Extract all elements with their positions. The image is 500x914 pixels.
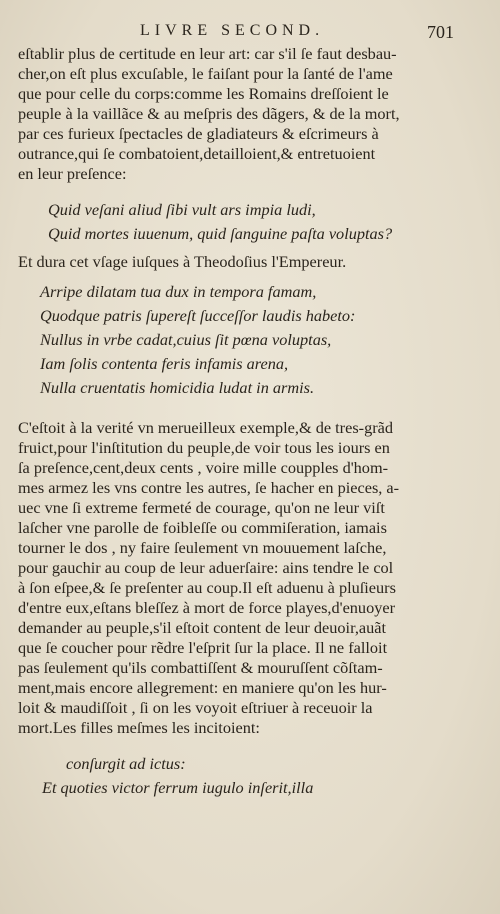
text-line: d'entre eux,eſtans bleſſez à mort de force playes,d'enuoyer (18, 598, 396, 617)
verse-line: Nulla cruentatis homicidia ludat in armis. (40, 378, 315, 397)
text-line: ment,mais encore allegrement: en maniere qu'on les hur- (18, 678, 387, 697)
text-line: que pour celle du corps:comme les Romains dreſſoient le (18, 84, 389, 103)
paragraph-2 (18, 418, 458, 738)
text-line: que ſe coucher pour rẽdre l'eſprit ſur la place. Il ne falloit (18, 638, 388, 657)
verse-line: Arripe dilatam tua dux in tempora famam, (40, 282, 317, 301)
text-line: eſtablir plus de certitude en leur art: car s'il ſe faut desbau- (18, 44, 397, 63)
running-head: LIVRE SECOND. (140, 22, 325, 39)
text-line: à ſon eſpee,& ſe preſenter au coup.Il eſt aduenu à pluſieurs (18, 578, 396, 597)
verse-line: Nullus in vrbe cadat,cuius ſit pœna voluptas, (40, 330, 332, 349)
text-line: ſa preſence,cent,deux cents , voire mille coupples d'hom- (18, 458, 389, 477)
text-line: cher,on eſt plus excuſable, le faiſant pour la ſanté de l'ame (18, 64, 393, 83)
text-line: pas ſeulement qu'ils combattiſſent & mouruſſent cõſtam- (18, 658, 383, 677)
text-line: loit & maudiſſoit , ſi on les voyoit eſtriuer à receuoir la (18, 698, 373, 717)
page-number: 701 (427, 22, 454, 42)
page-header (0, 22, 500, 46)
text-line: mort.Les filles meſmes les incitoient: (18, 718, 260, 737)
transition-line: Et dura cet vſage iuſques à Theodoſius l'Empereur. (18, 252, 347, 271)
verse-quotation-3 (18, 752, 458, 800)
verse-quotation-1 (18, 198, 458, 246)
text-line: outrance,qui ſe combatoient,detailloient,& entretuoient (18, 144, 376, 163)
text-line: peuple à la vaillãce & au meſpris des dãgers, & de la mort, (18, 104, 400, 123)
text-line: laſcher vne parolle de foibleſſe ou commiſeration, iamais (18, 518, 387, 537)
verse-line: conſurgit ad ictus: (66, 754, 186, 773)
verse-line: Quodque patris ſupereſt ſucceſſor laudis habeto: (40, 306, 356, 325)
text-line: demander au peuple,s'il eſtoit content de leur deuoir,auãt (18, 618, 387, 637)
verse-quotation-2 (18, 280, 458, 400)
verse-line: Quid veſani aliud ſibi vult ars impia ludi, (48, 200, 316, 219)
text-line: tourner le dos , ny faire ſeulement vn mouuement laſche, (18, 538, 387, 557)
text-line: par ces furieux ſpectacles de gladiateurs & eſcrimeurs à (18, 124, 379, 143)
paragraph-1 (18, 44, 458, 184)
text-line: pour gauchir au coup de leur aduerſaire: ains tendre le col (18, 558, 394, 577)
text-line: uec vne ſi extreme fermeté de courage, qu'on ne leur viſt (18, 498, 385, 517)
verse-line: Quid mortes iuuenum, quid ſanguine paſta voluptas? (48, 224, 393, 243)
text-line: mes armez les vns contre les autres, ſe hacher en pieces, a- (18, 478, 400, 497)
body-text (18, 44, 458, 800)
text-line: fruict,pour l'inſtitution du peuple,de voir tous les iours en (18, 438, 390, 457)
verse-line: Et quoties victor ferrum iugulo inſerit,illa (42, 778, 314, 797)
verse-line: Iam ſolis contenta feris infamis arena, (40, 354, 289, 373)
text-line: C'eſtoit à la verité vn merueilleux exemple,& de tres-grãd (18, 418, 394, 437)
text-line: en leur preſence: (18, 164, 127, 183)
